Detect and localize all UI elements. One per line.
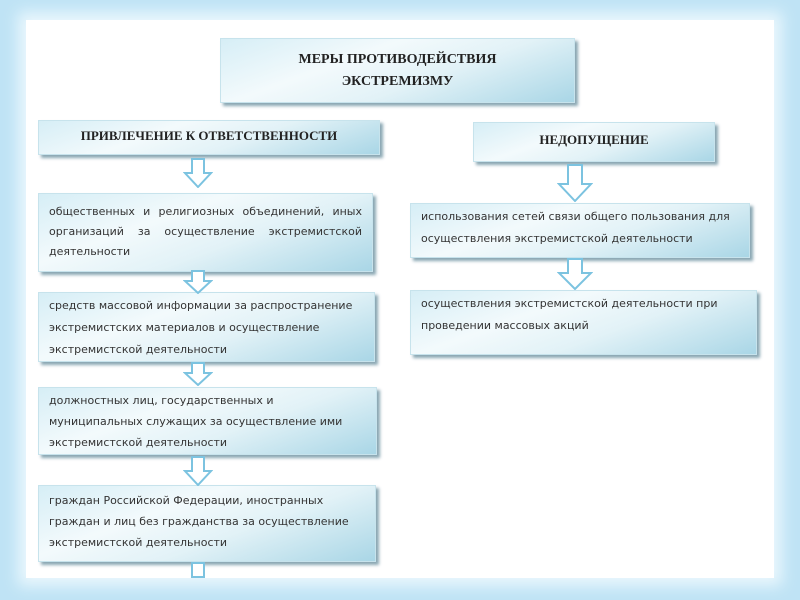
down-arrow-icon [183, 362, 213, 386]
down-arrow-icon [183, 456, 213, 486]
left-item-4: граждан Российской Федерации, иностранных граждан и лиц без гражданства за осуществление экстремистской деятельности [38, 485, 376, 562]
left-item-1: общественных и религиозных объединений, иных организаций за осуществление экстремистской деятельности [38, 193, 373, 272]
title-line-2: ЭКСТРЕМИЗМУ [341, 74, 454, 89]
left-item-3: должностных лиц, государственных и муниципальных служащих за осуществление ими экстремистской деятельности [38, 387, 377, 455]
down-arrow-icon [183, 158, 213, 188]
left-item-2: средств массовой информации за распространение экстремистских материалов и осуществление экстремистской деятельности [38, 292, 375, 362]
right-header: НЕДОПУЩЕНИЕ [473, 122, 715, 162]
diagram-title [220, 38, 575, 103]
down-arrow-icon [183, 562, 213, 578]
down-arrow-icon [557, 258, 593, 290]
down-arrow-icon [557, 164, 593, 202]
right-item-1: использования сетей связи общего пользования для осуществления экстремистской деятельности [410, 203, 750, 258]
right-item-2: осуществления экстремистской деятельности при проведении массовых акций [410, 290, 757, 355]
title-line-1: МЕРЫ ПРОТИВОДЕЙСТВИЯ [298, 52, 497, 67]
down-arrow-icon [183, 270, 213, 294]
left-header: ПРИВЛЕЧЕНИЕ К ОТВЕТСТВЕННОСТИ [38, 120, 380, 155]
